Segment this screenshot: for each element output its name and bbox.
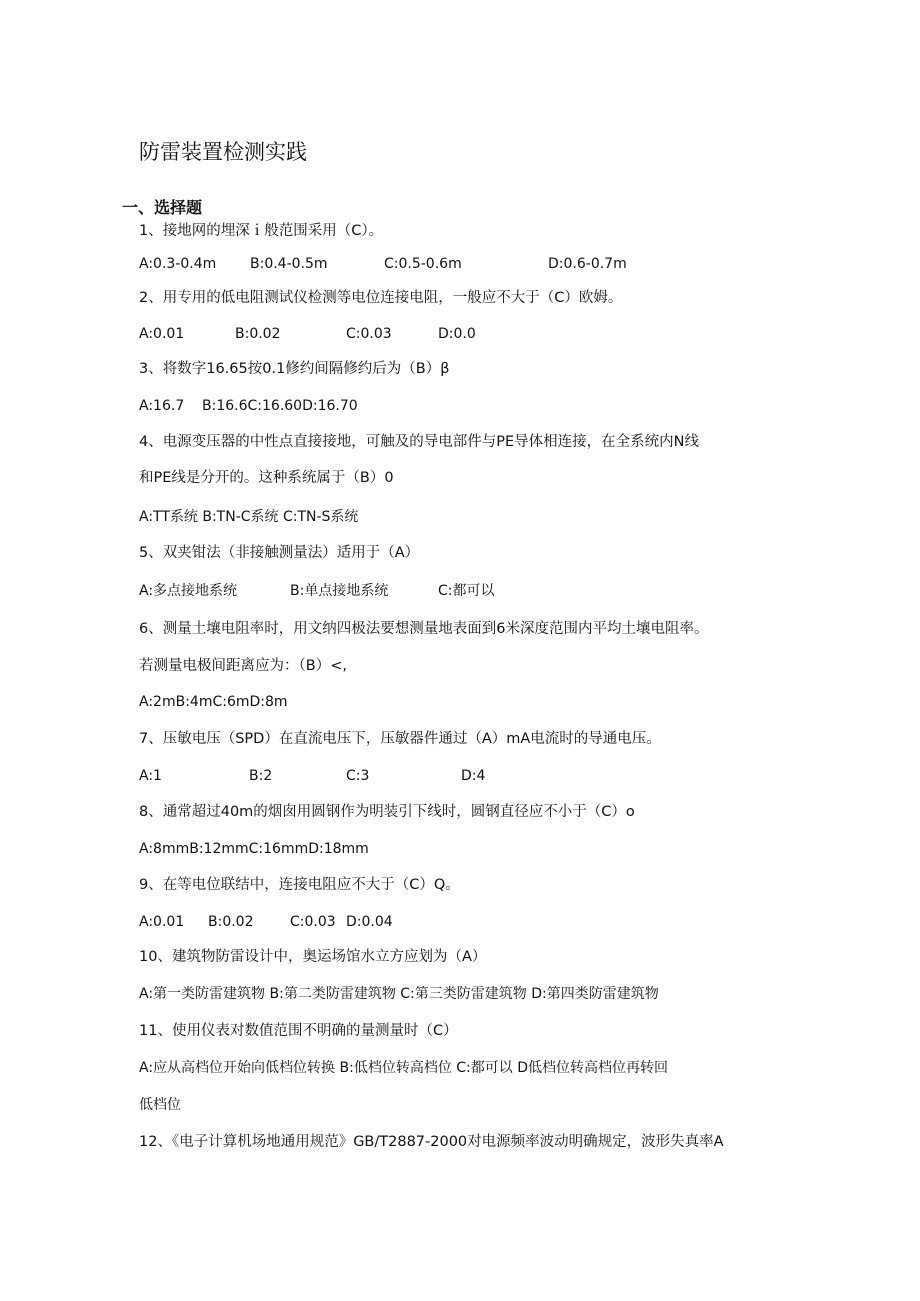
q2-option-b: B:0.02 (235, 326, 281, 342)
q7-option-c: C:3 (346, 768, 370, 784)
question-6-line-2: 若测量电极间距离应为：（B）<, (139, 658, 347, 674)
q6-options: A:2mB:4mC:6mD:8m (139, 694, 288, 710)
q8-options: A:8mmB:12mmC:16mmD:18mm (139, 841, 369, 857)
question-5: 5、双夹钳法（非接触测量法）适用于（A） (139, 545, 420, 561)
question-4-line-1: 4、电源变压器的中性点直接接地，可触及的导电部件与PE导体相连接，在全系统内N线 (139, 434, 699, 450)
q1-option-a: A:0.3-0.4m (139, 256, 217, 272)
q3-options: A:16.7 B:16.6C:16.60D:16.70 (139, 398, 358, 414)
q9-option-a: A:0.01 (139, 914, 185, 930)
question-8: 8、通常超过40m的烟囱用圆钢作为明装引下线时，圆钢直径应不小于（C）o (139, 804, 635, 820)
q10-options: A:第一类防雷建筑物 B:第二类防雷建筑物 C:第三类防雷建筑物 D:第四类防雷建筑物 (139, 986, 659, 1002)
question-7: 7、压敏电压（SPD）在直流电压下，压敏器件通过（A）mA电流时的导通电压。 (139, 731, 661, 747)
question-12: 12、《电子计算机场地通用规范》GB/T2887-2000对电源频率波动明确规定，波形失真率A (139, 1134, 724, 1150)
q1-option-d: D:0.6-0.7m (548, 256, 627, 272)
q5-option-c: C:都可以 (438, 583, 495, 599)
q4-options: A:TT系统 B:TN-C系统 C:TN-S系统 (139, 509, 359, 525)
question-10: 10、建筑物防雷设计中，奥运场馆水立方应划为（A） (139, 949, 487, 965)
question-3: 3、将数字16.65按0.1修约间隔修约后为（B）β (139, 361, 450, 377)
q1-option-b: B:0.4-0.5m (250, 256, 328, 272)
question-4-line-2: 和PE线是分开的。这种系统属于（B）0 (139, 470, 394, 486)
question-9: 9、在等电位联结中，连接电阻应不大于（C）Q。 (139, 877, 460, 893)
q11-options-line-2: 低档位 (139, 1097, 181, 1113)
q5-option-a: A:多点接地系统 (139, 583, 238, 599)
q7-option-d: D:4 (461, 768, 486, 784)
q9-option-c: C:0.03 (290, 914, 336, 930)
question-11: 11、使用仪表对数值范围不明确的量测量时（C） (139, 1023, 458, 1039)
q5-option-b: B:单点接地系统 (290, 583, 389, 599)
q7-option-b: B:2 (249, 768, 273, 784)
section-heading: 一、选择题 (122, 198, 203, 217)
q1-option-c: C:0.5-0.6m (384, 256, 462, 272)
q2-option-d: D:0.0 (438, 326, 476, 342)
q7-option-a: A:1 (139, 768, 162, 784)
q9-option-d: D:0.04 (346, 914, 393, 930)
q11-options-line-1: A:应从高档位开始向低档位转换 B:低档位转高档位 C:都可以 D低档位转高档位再转回 (139, 1060, 668, 1076)
q2-option-c: C:0.03 (346, 326, 392, 342)
question-1: 1、接地网的埋深ｉ般范围采用（C）。 (139, 223, 384, 239)
question-6-line-1: 6、测量土壤电阻率时，用文纳四极法要想测量地表面到6米深度范围内平均土壤电阻率。 (139, 621, 709, 637)
q2-option-a: A:0.01 (139, 326, 185, 342)
page-title: 防雷装置检测实践 (139, 140, 307, 164)
q9-option-b: B:0.02 (208, 914, 254, 930)
question-2: 2、用专用的低电阻测试仪检测等电位连接电阻，一般应不大于（C）欧姆。 (139, 290, 623, 306)
